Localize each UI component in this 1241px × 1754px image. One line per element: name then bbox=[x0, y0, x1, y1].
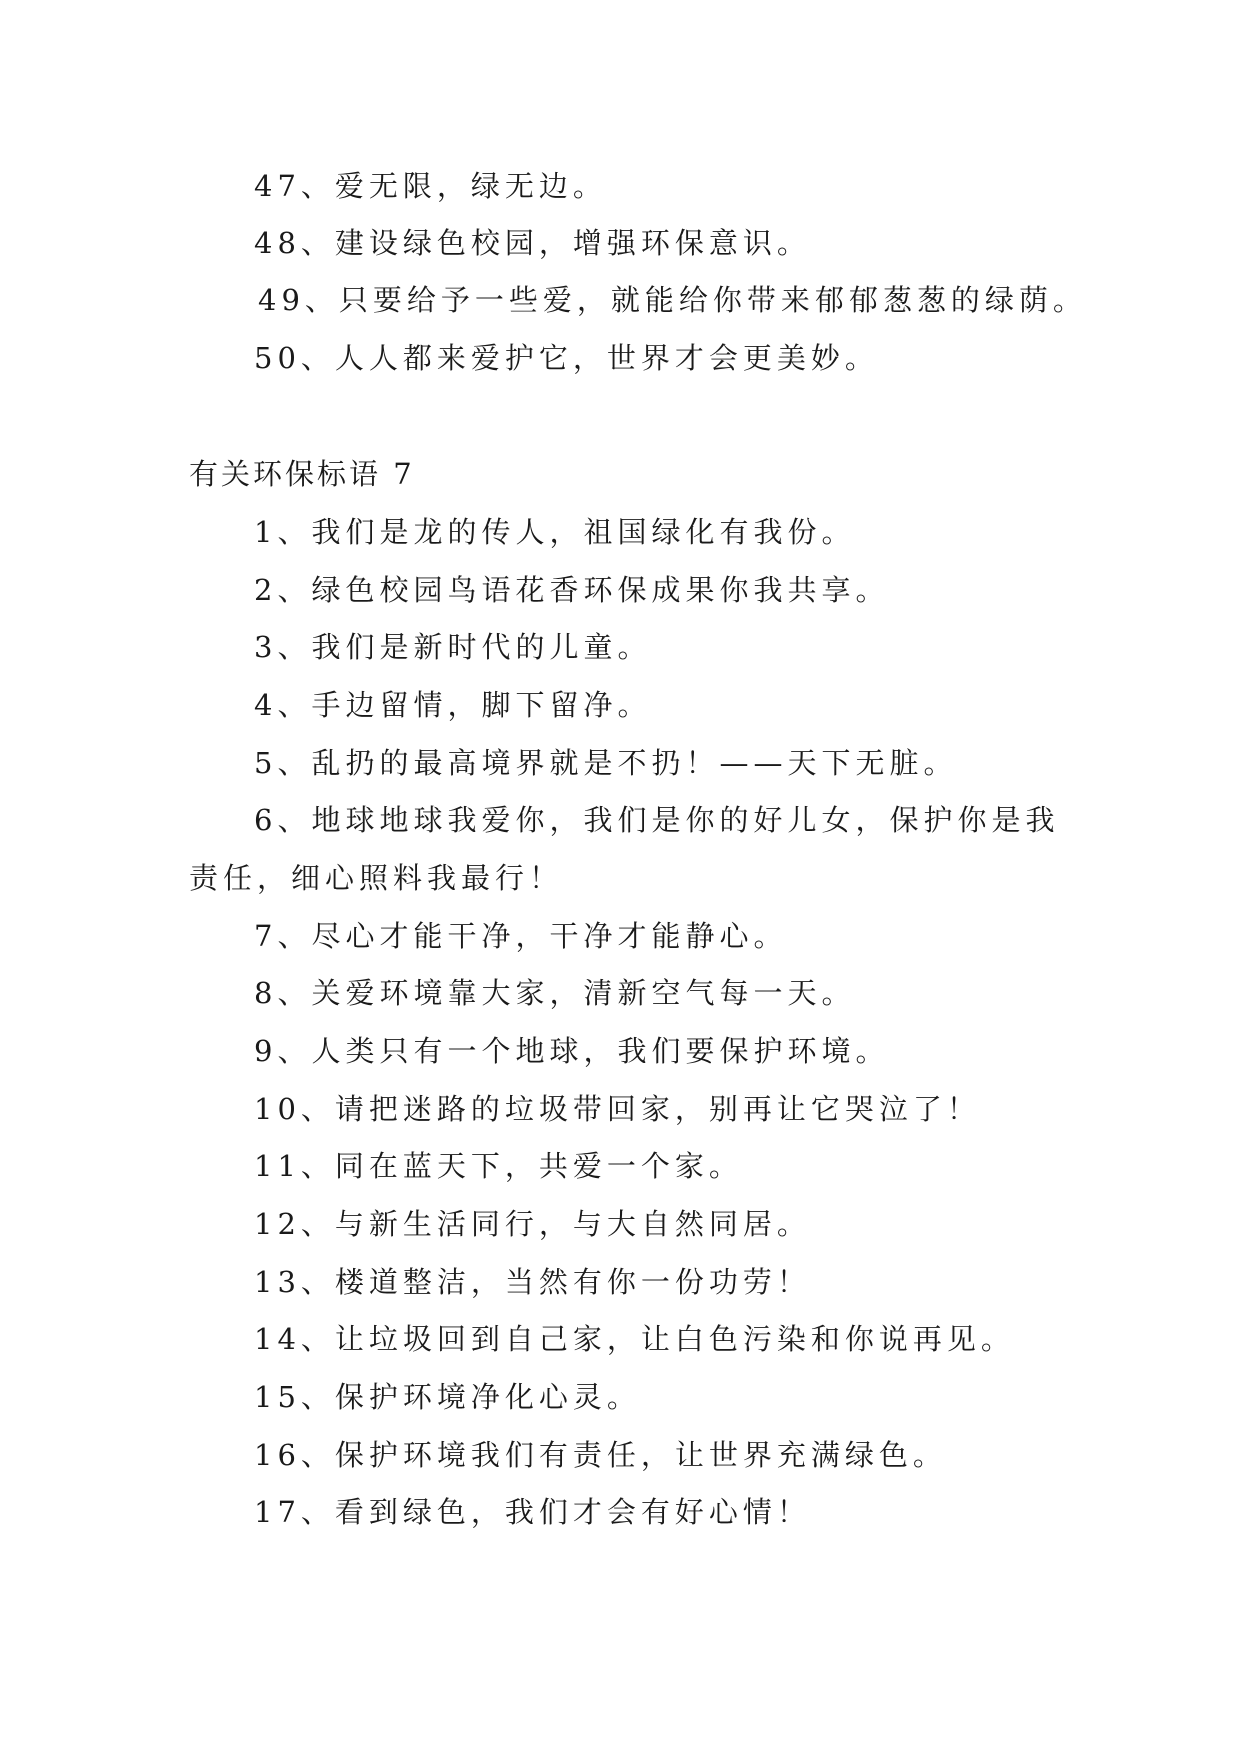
slogan-item: 6、地球地球我爱你，我们是你的好儿女，保护你是我 bbox=[254, 803, 1060, 837]
slogan-item-continuation: 责任，细心照料我最行！ bbox=[189, 861, 564, 895]
slogan-item: 49、只要给予一些爱，就能给你带来郁郁葱葱的绿荫。 bbox=[258, 283, 1087, 317]
slogan-item: 5、乱扔的最高境界就是不扔！——天下无脏。 bbox=[254, 746, 958, 780]
slogan-item: 9、人类只有一个地球，我们要保护环境。 bbox=[254, 1034, 890, 1068]
section-heading: 有关环保标语 7 bbox=[189, 457, 415, 491]
slogan-item: 2、绿色校园鸟语花香环保成果你我共享。 bbox=[254, 573, 890, 607]
slogan-item: 11、同在蓝天下，共爱一个家。 bbox=[254, 1149, 743, 1183]
slogan-item: 50、人人都来爱护它，世界才会更美妙。 bbox=[254, 341, 879, 375]
slogan-item: 7、尽心才能干净，干净才能静心。 bbox=[254, 919, 788, 953]
slogan-item: 14、让垃圾回到自己家，让白色污染和你说再见。 bbox=[254, 1322, 1015, 1356]
slogan-item: 16、保护环境我们有责任，让世界充满绿色。 bbox=[254, 1438, 947, 1472]
slogan-item: 1、我们是龙的传人，祖国绿化有我份。 bbox=[254, 515, 856, 549]
slogan-item: 12、与新生活同行，与大自然同居。 bbox=[254, 1207, 811, 1241]
slogan-item: 10、请把迷路的垃圾带回家，别再让它哭泣了！ bbox=[254, 1092, 981, 1126]
slogan-item: 15、保护环境净化心灵。 bbox=[254, 1380, 641, 1414]
slogan-item: 3、我们是新时代的儿童。 bbox=[254, 630, 652, 664]
slogan-item: 47、爱无限，绿无边。 bbox=[254, 169, 607, 203]
slogan-item: 4、手边留情，脚下留净。 bbox=[254, 688, 652, 722]
slogan-item: 8、关爱环境靠大家，清新空气每一天。 bbox=[254, 976, 856, 1010]
slogan-item: 17、看到绿色，我们才会有好心情！ bbox=[254, 1495, 811, 1529]
slogan-item: 48、建设绿色校园，增强环保意识。 bbox=[254, 226, 811, 260]
slogan-item: 13、楼道整洁，当然有你一份功劳！ bbox=[254, 1265, 811, 1299]
